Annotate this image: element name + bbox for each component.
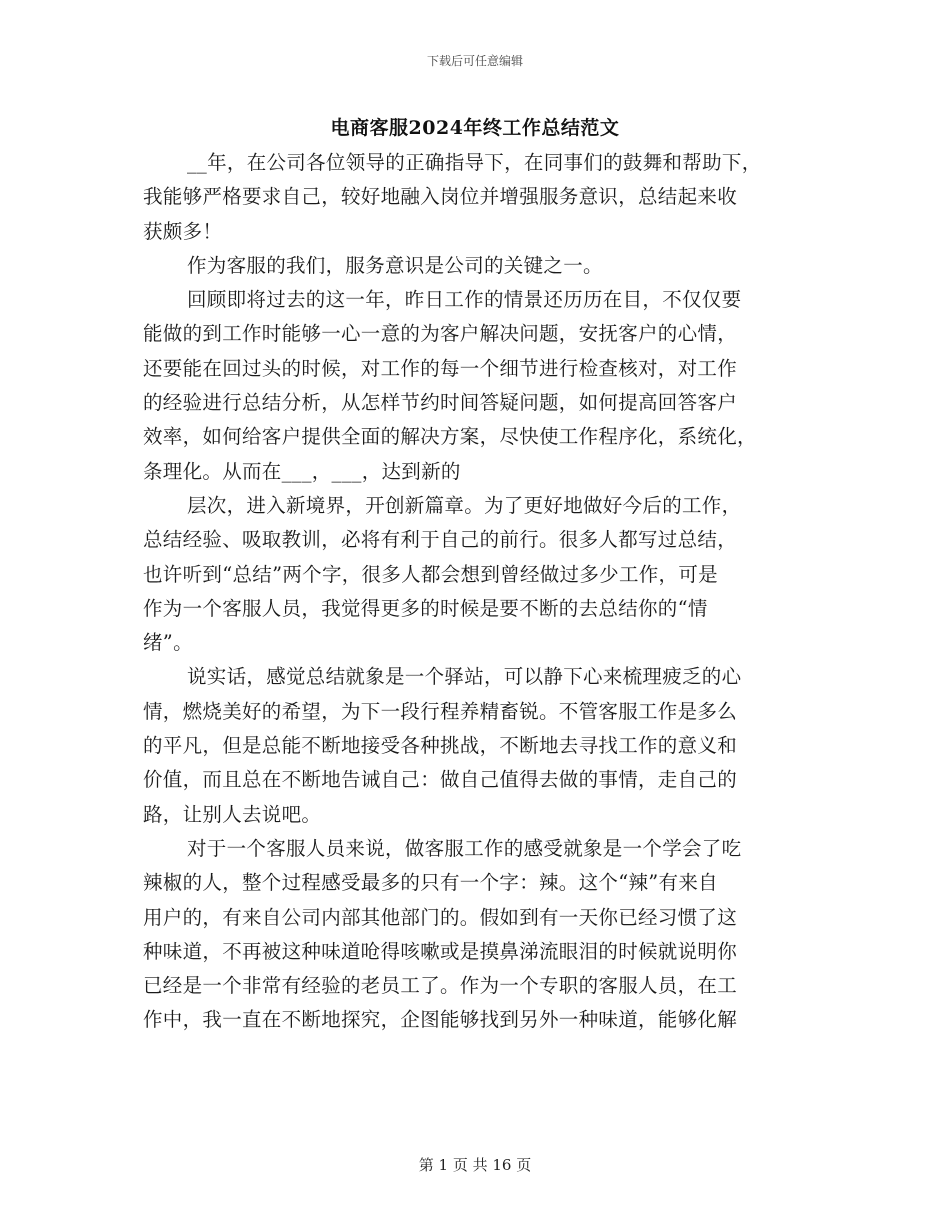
text-line: 我能够严格要求自己，较好地融入岗位并增强服务意识，总结起来收 <box>143 185 738 209</box>
text-line: 种味道，不再被这种味道呛得咳嗽或是摸鼻涕流眼泪的时候就说明你 <box>143 939 738 963</box>
text-line: 总结经验、吸取教训，必将有利于自己的前行。很多人都写过总结， <box>143 528 738 552</box>
document-body <box>143 146 811 1038</box>
paragraph-3 <box>143 283 811 489</box>
text-line: 作为一个客服人员，我觉得更多的时候是要不断的去总结你的“情 <box>143 596 708 620</box>
text-line: 作为客服的我们，服务意识是公司的关键之一。 <box>187 253 603 277</box>
text-line: 也许听到“总结”两个字，很多人都会想到曾经做过多少工作，可是 <box>143 562 718 586</box>
text-line: 作中，我一直在不断地探究，企图能够找到另外一种味道，能够化解 <box>143 1008 738 1032</box>
text-line: 用户的，有来自公司内部其他部门的。假如到有一天你已经习惯了这 <box>143 905 738 929</box>
text-line: 还要能在回过头的时候，对工作的每一个细节进行检查核对，对工作 <box>143 356 738 380</box>
text-line: 情，燃烧美好的希望，为下一段行程养精畜锐。不管客服工作是多么 <box>143 699 738 723</box>
header-note: 下载后可任意编辑 <box>426 54 523 68</box>
text-line: 层次，进入新境界，开创新篇章。为了更好地做好今后的工作， <box>187 493 742 517</box>
text-line: 获颇多！ <box>143 219 223 243</box>
paragraph-4 <box>143 489 811 660</box>
text-line: 的经验进行总结分析，从怎样节约时间答疑问题，如何提高回答客户 <box>143 391 738 415</box>
paragraph-6 <box>143 832 811 1038</box>
text-line: 条理化。从而在___，___，达到新的 <box>143 459 461 483</box>
page-number: 第 1 页 共 16 页 <box>418 1156 532 1174</box>
text-line: 辣椒的人，整个过程感受最多的只有一个字：辣。这个“辣”有来自 <box>143 871 718 895</box>
paragraph-2 <box>143 249 811 283</box>
document-title: 电商客服2024年终工作总结范文 <box>330 117 620 139</box>
text-line: 能做的到工作时能够一心一意的为客户解决问题，安抚客户的心情， <box>143 322 738 346</box>
text-line: 效率，如何给客户提供全面的解决方案，尽快使工作程序化，系统化， <box>143 425 757 449</box>
text-line: 绪”。 <box>143 631 193 655</box>
text-line: __年，在公司各位领导的正确指导下，在同事们的鼓舞和帮助下， <box>187 151 762 174</box>
text-line: 路，让别人去说吧。 <box>143 802 322 826</box>
paragraph-1 <box>143 146 811 249</box>
text-line: 对于一个客服人员来说，做客服工作的感受就象是一个学会了吃 <box>187 836 742 860</box>
text-line: 说实话，感觉总结就象是一个驿站，可以静下心来梳理疲乏的心 <box>187 665 742 689</box>
text-line: 回顾即将过去的这一年，昨日工作的情景还历历在目，不仅仅要 <box>187 288 742 312</box>
text-line: 的平凡，但是总能不断地接受各种挑战，不断地去寻找工作的意义和 <box>143 734 738 758</box>
paragraph-5 <box>143 660 811 831</box>
text-line: 已经是一个非常有经验的老员工了。作为一个专职的客服人员，在工 <box>143 974 738 998</box>
text-line: 价值，而且总在不断地告诫自己：做自己值得去做的事情，走自己的 <box>143 768 738 792</box>
